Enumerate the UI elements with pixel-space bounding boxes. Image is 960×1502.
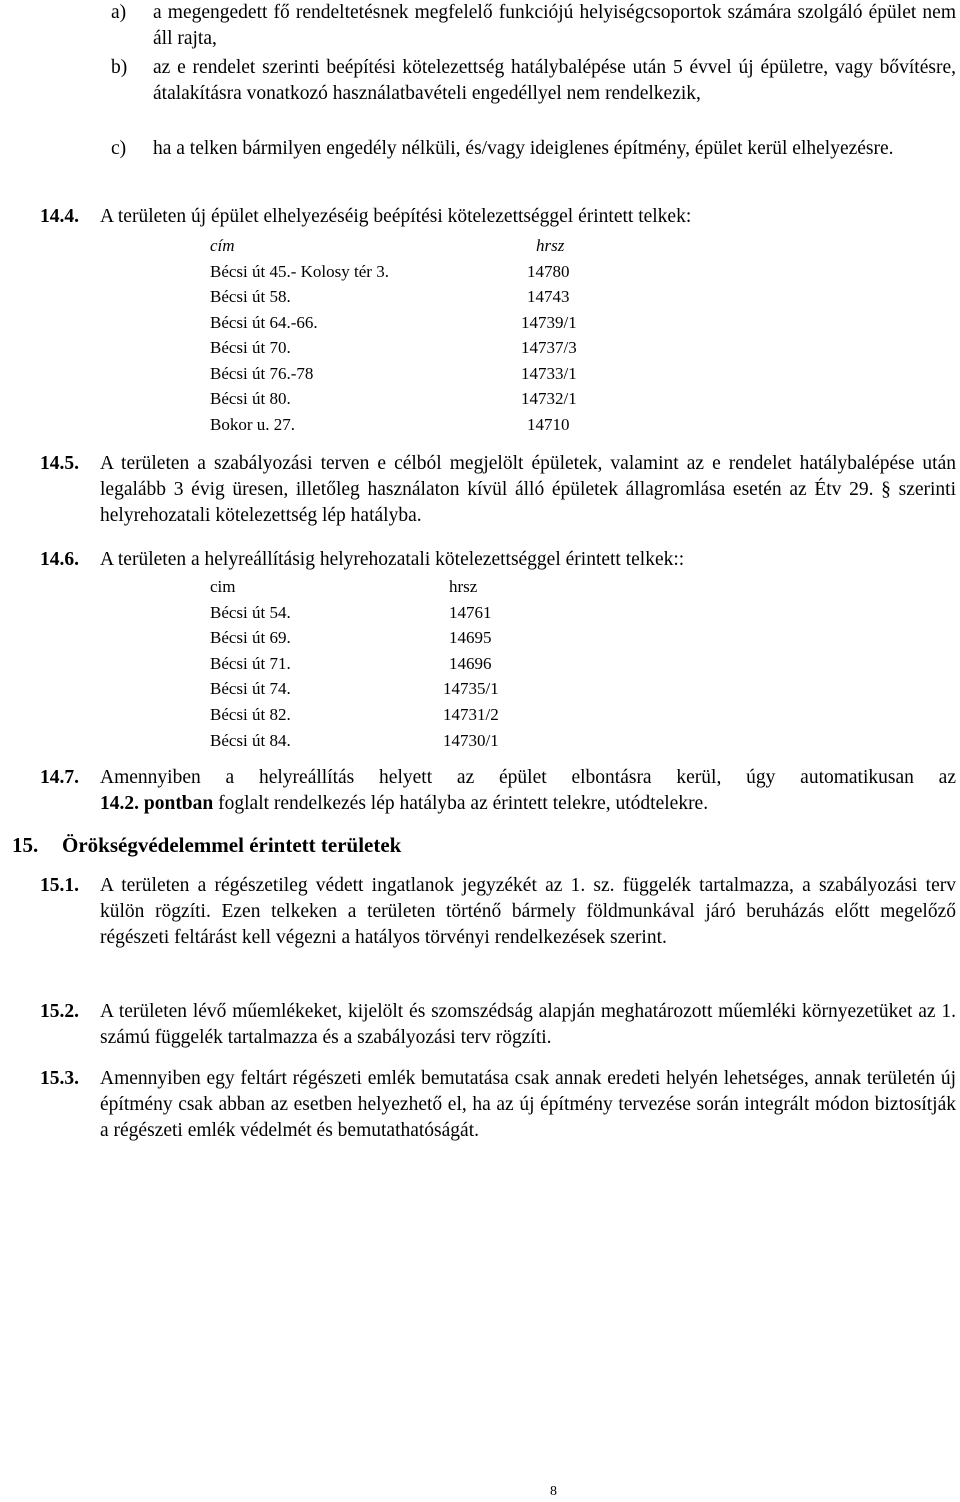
table-cell-hrsz: 14761	[449, 603, 492, 622]
table-cell-cim: Bécsi út 84.	[210, 731, 291, 750]
table-cell-hrsz: 14732/1	[521, 389, 577, 408]
section-number-14-5: 14.5.	[40, 453, 79, 474]
table-cell-cim: Bécsi út 69.	[210, 628, 291, 647]
table-cell-hrsz: 14780	[527, 262, 570, 281]
section-text-14-7-line2	[100, 791, 956, 817]
section-number-14-7: 14.7.	[40, 767, 79, 788]
table-header-cim: cím	[210, 236, 235, 255]
list-item-b: az e rendelet szerinti beépítési kötelezettség hatálybalépése után 5 évvel új épületre, vagy bővítésre, átalakításra vonatkozó használatbavételi engedéllyel nem rendelkezik,	[153, 57, 956, 104]
section-text-15-1: A területen a régészetileg védett ingatlanok jegyzékét az 1. sz. függelék tartalmazza, a szabályozási terv külön rögzíti. Ezen telkeken a területen történő bármely földmunkával járó beruházás előtt megelőző régészeti feltárást kell végezni a hatályos törvényi rendelkezések szerint.	[100, 875, 956, 948]
page-number: 8	[550, 1484, 557, 1499]
table-cell-hrsz: 14739/1	[521, 313, 577, 332]
section-text-14-5	[100, 451, 956, 529]
table-header-hrsz: hrsz	[449, 577, 478, 596]
section-text-14-7-line1: Amennyiben a helyreállítás helyett az épület elbontásra kerül, úgy automatikusan az	[100, 767, 956, 788]
list-marker-a: a)	[111, 2, 127, 23]
section-number-15-1: 15.1.	[40, 875, 79, 896]
table-cell-cim: Bécsi út 76.-78	[210, 364, 314, 383]
table-cell-cim: Bécsi út 45.- Kolosy tér 3.	[210, 262, 389, 281]
table-cell-hrsz: 14735/1	[443, 679, 499, 698]
table-cell-hrsz: 14743	[527, 287, 570, 306]
table-cell-cim: Bokor u. 27.	[210, 415, 295, 434]
chapter-title-15: Örökségvédelemmel érintett területek	[62, 833, 402, 857]
table-cell-hrsz: 14710	[527, 415, 570, 434]
section-number-14-6: 14.6.	[40, 549, 79, 570]
section-text-14-5-body: A területen a szabályozási terven e célból megjelölt épületek, valamint az e rendelet hatálybalépése után legalább 3 évig üresen, illetőleg használaton kívül álló épületek állagromlása esetén az Étv 29. § szerinti helyrehozatali kötelezettség lép hatályba.	[100, 453, 956, 526]
table-cell-hrsz: 14695	[449, 628, 492, 647]
table-cell-cim: Bécsi út 82.	[210, 705, 291, 724]
table-cell-cim: Bécsi út 70.	[210, 338, 291, 357]
table-cell-hrsz: 14737/3	[521, 338, 577, 357]
section-number-15-2: 15.2.	[40, 1001, 79, 1022]
table-cell-hrsz: 14730/1	[443, 731, 499, 750]
list-marker-c: c)	[111, 138, 127, 159]
section-number-14-4: 14.4.	[40, 206, 79, 227]
section-text-14-7-rest: foglalt rendelkezés lép hatályba az érintett telekre, utódtelekre.	[218, 793, 709, 814]
section-text-15-2: A területen lévő műemlékeket, kijelölt és szomszédság alapján meghatározott műemléki környezetüket az 1. számú függelék tartalmazza és a szabályozási terv rögzíti.	[100, 1001, 956, 1048]
table-cell-cim: Bécsi út 80.	[210, 389, 291, 408]
table-cell-cim: Bécsi út 71.	[210, 654, 291, 673]
table-cell-cim: Bécsi út 64.-66.	[210, 313, 318, 332]
table-cell-hrsz: 14696	[449, 654, 492, 673]
table-cell-hrsz: 14731/2	[443, 705, 499, 724]
section-text-15-3: Amennyiben egy feltárt régészeti emlék bemutatása csak annak eredeti helyén lehetséges, annak területén új építmény csak abban az esetben helyezhető el, ha az új építmény tervezése során integrált módon biztosítják a régészeti emlék védelmét és bemutathatóságát.	[100, 1068, 956, 1141]
section-number-15-3: 15.3.	[40, 1068, 79, 1089]
section-reference: 14.2. pontban	[100, 793, 214, 814]
table-cell-hrsz: 14733/1	[521, 364, 577, 383]
list-item-a: a megengedett fő rendeltetésnek megfelelő funkciójú helyiségcsoportok számára szolgáló épület nem áll rajta,	[153, 2, 956, 49]
list-marker-b: b)	[111, 57, 128, 78]
section-text-14-4: A területen új épület elhelyezéséig beépítési kötelezettséggel érintett telkek:	[100, 206, 692, 227]
table-header-cim: cim	[210, 577, 236, 596]
table-cell-cim: Bécsi út 54.	[210, 603, 291, 622]
table-cell-cim: Bécsi út 74.	[210, 679, 291, 698]
chapter-number-15: 15.	[12, 833, 39, 857]
table-header-hrsz: hrsz	[536, 236, 565, 255]
section-text-14-6: A területen a helyreállításig helyrehozatali kötelezettséggel érintett telkek::	[100, 549, 685, 570]
list-item-c: ha a telken bármilyen engedély nélküli, és/vagy ideiglenes építmény, épület kerül elhelyezésre.	[153, 138, 894, 159]
table-cell-cim: Bécsi út 58.	[210, 287, 291, 306]
